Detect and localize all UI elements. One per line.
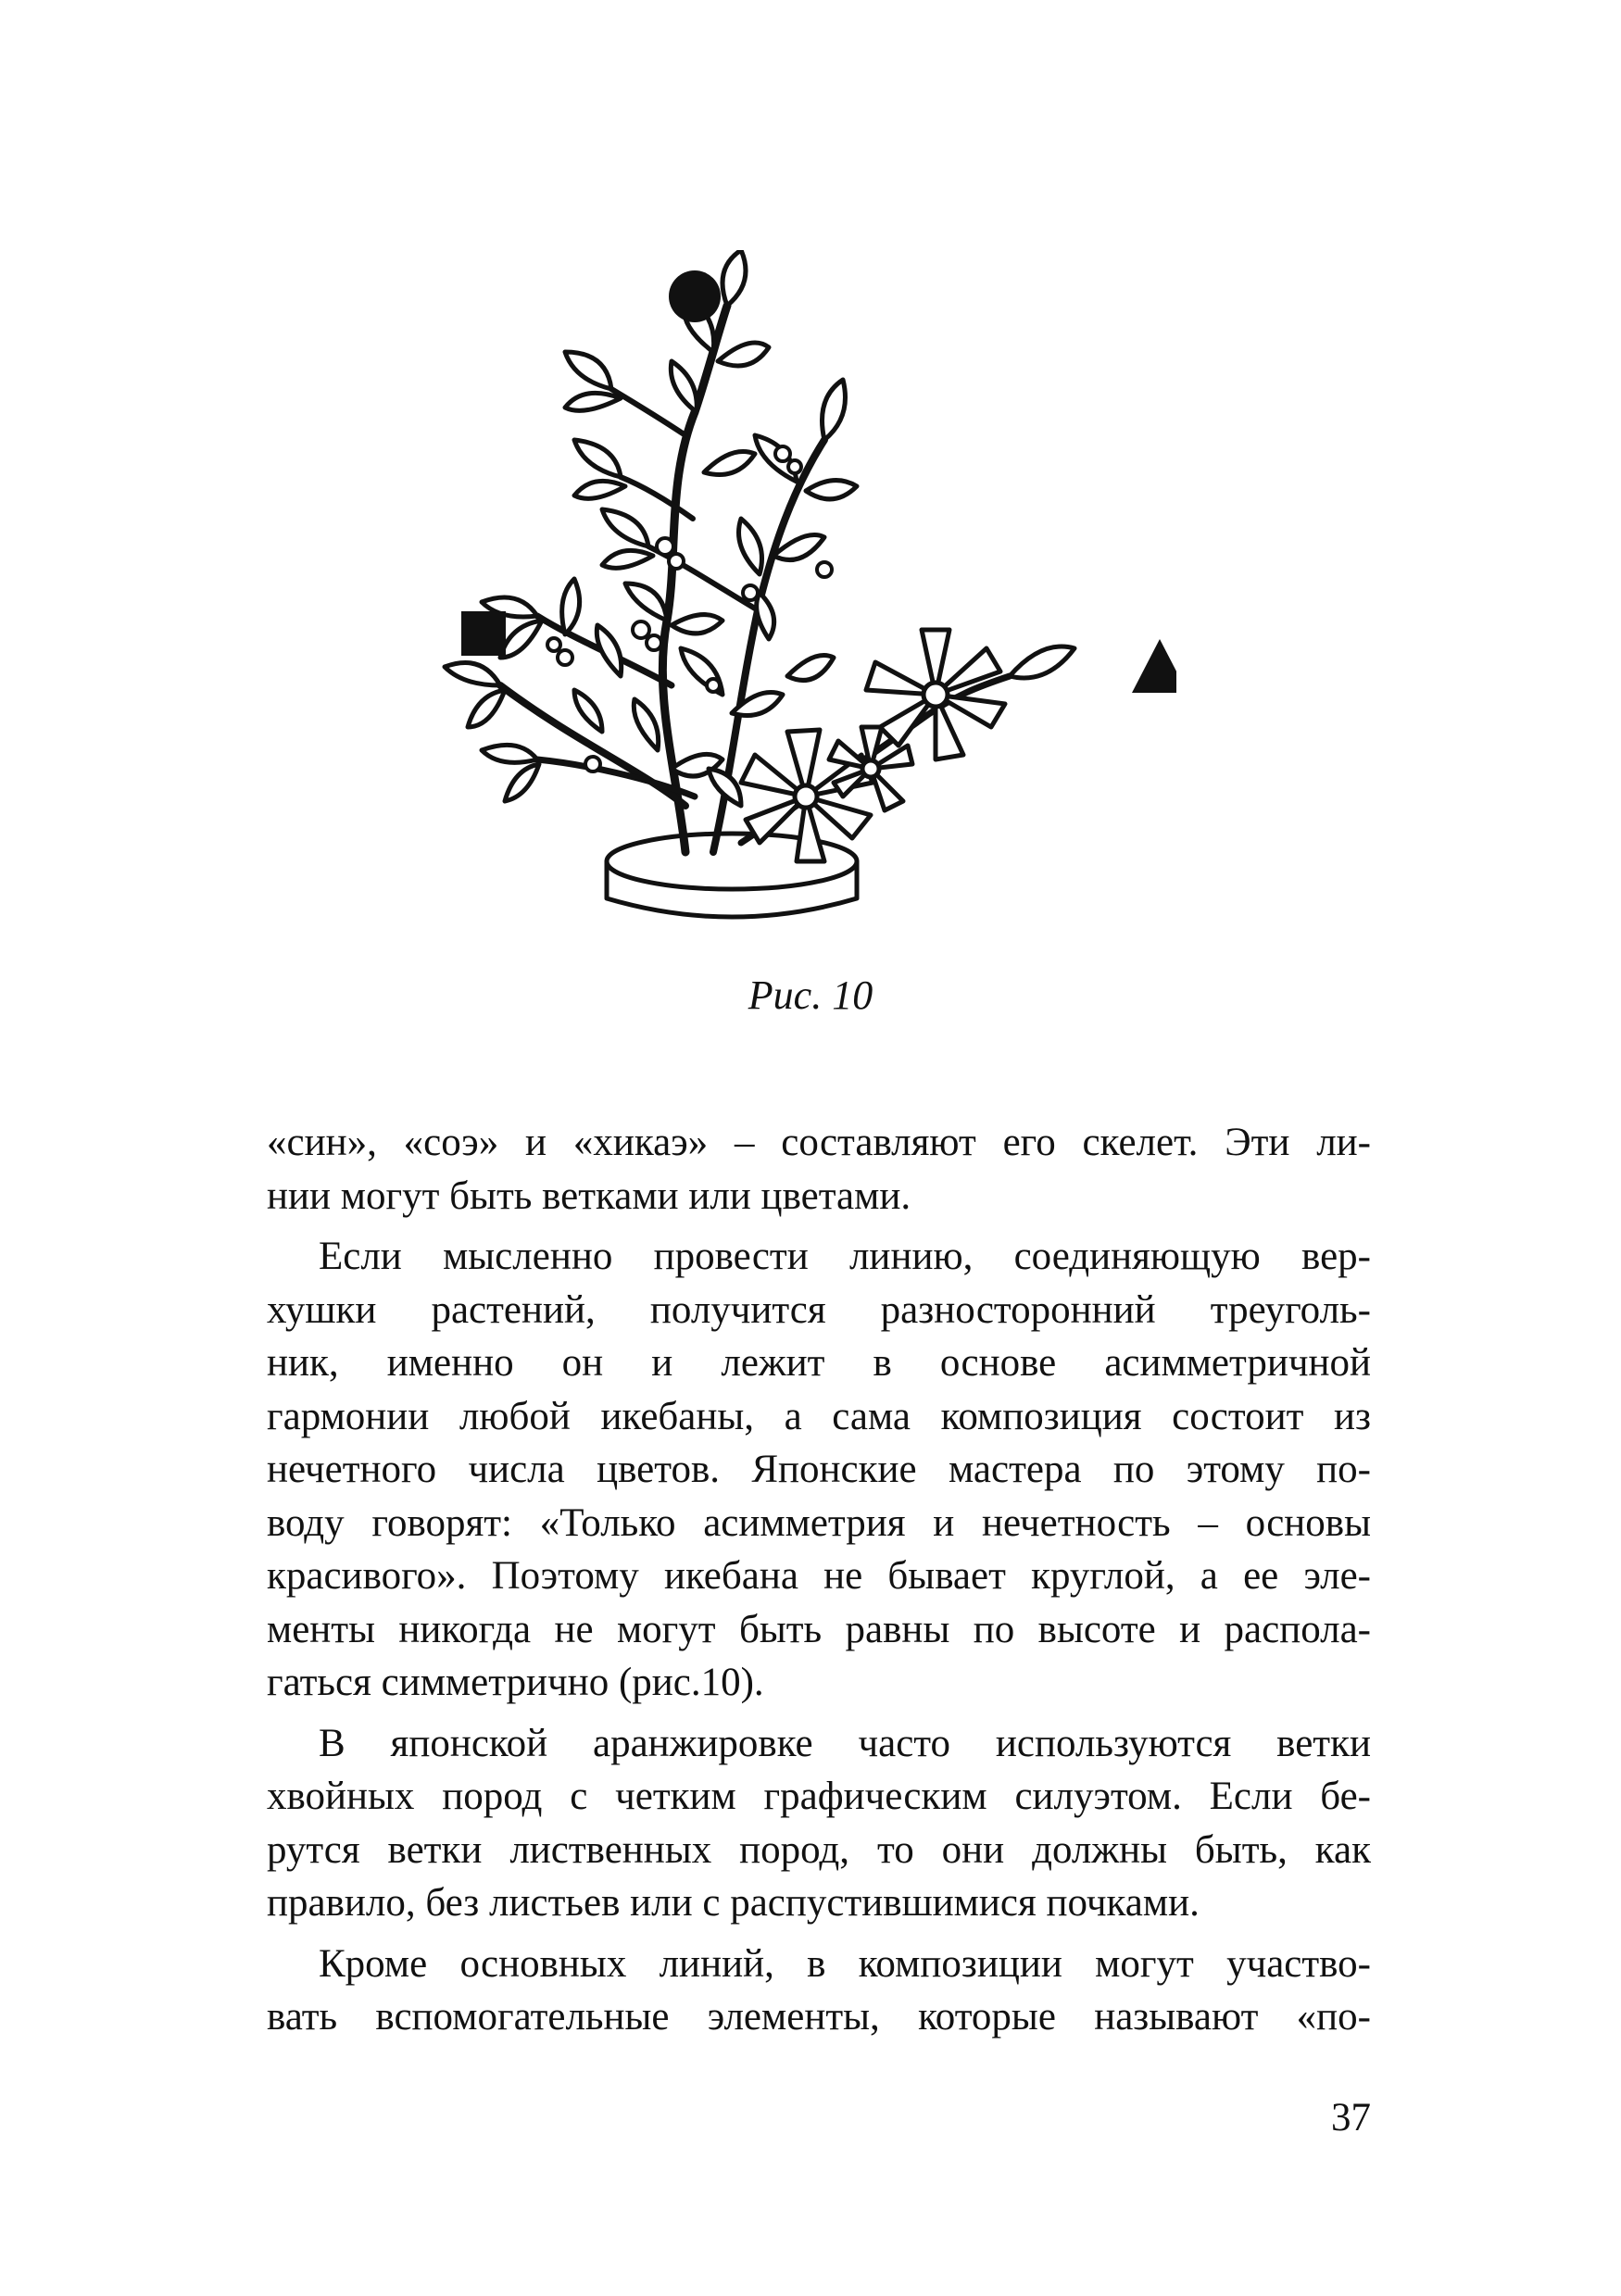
text-line: хвойных пород с четким графическим силуэтом. Если бе- — [267, 1775, 1371, 1818]
text-line: ник, именно он и лежит в основе асимметричной — [267, 1341, 1371, 1385]
text-line: вать вспомогательные элементы, которые называют «по- — [267, 1995, 1371, 2039]
text-line: В японской аранжировке часто используются ветки — [319, 1721, 1371, 1765]
text-line: нечетного числа цветов. Японские мастера по этому по- — [267, 1448, 1371, 1491]
text-line: нии могут быть ветками или цветами. — [267, 1173, 911, 1218]
text-line: «син», «соэ» и «хикаэ» – составляют его скелет. Эти ли- — [267, 1121, 1371, 1164]
text-line: гаться симметрично (рис.10). — [267, 1661, 764, 1704]
triangle-marker — [1132, 639, 1176, 693]
text-line: рутся ветки лиственных пород, то они должны быть, как — [267, 1827, 1371, 1872]
figure-caption: Рис. 10 — [748, 972, 873, 1018]
ikebana-illustration — [435, 250, 1176, 954]
text-line: Кроме основных линий, в композиции могут участво- — [319, 1941, 1371, 1986]
text-line: правило, без листьев или с распустившимися почками. — [267, 1881, 1200, 1925]
body-text — [267, 1116, 1371, 2044]
text-line: менты никогда не могут быть равны по высоте и распола- — [267, 1607, 1371, 1651]
page-number: 37 — [1331, 2096, 1371, 2139]
text-line: воду говорят: «Только асимметрия и нечетность – основы — [267, 1500, 1371, 1545]
square-marker — [461, 611, 506, 656]
flowers — [741, 630, 1005, 861]
text-line: Если мысленно провести линию, соединяющую вер- — [319, 1235, 1371, 1278]
text-line: красивого». Поэтому икебана не бывает круглой, а ее эле- — [267, 1554, 1371, 1598]
text-line: гармонии любой икебаны, а сама композиция состоит из — [267, 1394, 1371, 1438]
text-line: хушки растений, получится разносторонний треуголь- — [267, 1287, 1371, 1332]
circle-marker — [669, 270, 721, 322]
